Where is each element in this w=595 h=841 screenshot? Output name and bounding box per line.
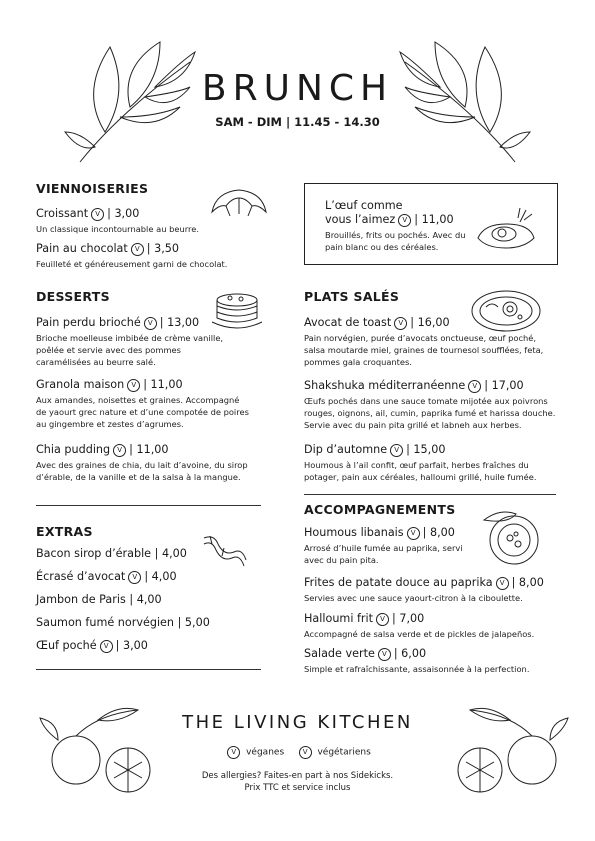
item-name: Granola maison (36, 378, 125, 391)
item-name: Pain perdu brioché (36, 316, 141, 329)
item-price: 4,00 (151, 570, 177, 583)
item-price: 11,00 (136, 443, 169, 456)
menu-item: Pain au chocolat V | 3,50 Feuilleté et généreusement garni de chocolat. (36, 242, 286, 270)
menu-item: Houmous libanais V | 8,00 Arrosé d’huile fumée au paprika, servi avec du pain pita. (304, 526, 463, 565)
item-name: Croissant (36, 207, 89, 220)
menu-item: Pain perdu brioché V | 13,00 Brioche moelleuse imbibée de crème vanille, poêlée et servie avec des pommes caramélisées au beurre salé. (36, 316, 286, 368)
menu-item: Frites de patate douce au paprika V | 8,00 Servies avec une sauce yaourt-citron à la ciboulette. (304, 576, 554, 604)
legend-vegan-label: véganes (246, 747, 285, 758)
vegetarian-icon: V (127, 379, 140, 392)
item-name: Shakshuka méditerranéenne (304, 379, 466, 392)
bacon-icon (200, 530, 250, 570)
menu-item: Avocat de toast V | 16,00 Pain norvégien, purée d’avocats onctueuse, œuf poché, salsa moutarde miel, graines de tournesol soufflées, feta, pommes gala croquantes. (304, 316, 554, 368)
menu-item: Granola maison V | 11,00 Aux amandes, noisettes et graines. Accompagné de yaourt grec nature et d’une compotée de poires au gingembre et zestes d’agrumes. (36, 378, 286, 430)
item-description: Brouillés, frits ou pochés. Avec du pain blanc ou des céréales. (325, 230, 466, 252)
vegetarian-icon: V (376, 613, 389, 626)
item-description: Accompagné de salsa verde et de pickles de jalapeños. (304, 629, 535, 639)
menu-item: Halloumi frit V | 7,00 Accompagné de salsa verde et de pickles de jalapeños. (304, 612, 554, 640)
vegan-icon: V (128, 571, 141, 584)
item-name: Bacon sirop d’érable (36, 547, 152, 560)
item-price: 3,50 (154, 242, 180, 255)
brand-name: THE LIVING KITCHEN (182, 712, 413, 733)
vegetarian-icon: V (398, 214, 411, 227)
vegetarian-icon: V (100, 640, 113, 653)
item-price: 16,00 (417, 316, 450, 329)
vegan-icon: V (227, 746, 240, 759)
extra-item: Saumon fumé norvégien | 5,00 (36, 616, 210, 629)
menu-item: Croissant V | 3,00 Un classique incontournable au beurre. (36, 207, 286, 235)
item-description: Houmous à l’ail confit, œuf parfait, herbes fraîches du potager, pain aux céréales, halloumi grillé, huile fumée. (304, 460, 537, 482)
vegetarian-icon: V (468, 380, 481, 393)
divider (304, 494, 556, 495)
item-name: Halloumi frit (304, 612, 374, 625)
item-name: Jambon de Paris (36, 593, 126, 606)
item-price: 15,00 (413, 443, 446, 456)
page-title: BRUNCH (201, 68, 394, 109)
item-price: 4,00 (161, 547, 187, 560)
extra-item: Écrasé d’avocat V | 4,00 (36, 570, 177, 583)
item-description: Œufs pochés dans une sauce tomate mijotée aux poivrons rouges, oignons, ail, cumin, paprika fumé et harissa douche. Servie avec du pain pita grillé et labneh aux herbes. (304, 396, 556, 430)
diet-legend (0, 746, 595, 759)
extra-item: Œuf poché V | 3,00 (36, 639, 148, 652)
vegetarian-icon: V (390, 444, 403, 457)
item-price: 11,00 (421, 213, 454, 226)
vegan-icon: V (113, 444, 126, 457)
section-title-viennoiseries: VIENNOISERIES (36, 181, 149, 196)
item-price: 5,00 (184, 616, 210, 629)
leaf-branch-right-icon (395, 22, 535, 172)
item-name: L’œuf comme (325, 199, 403, 212)
item-description: Simple et rafraîchissante, assaisonnée à la perfection. (304, 664, 530, 674)
allergy-note: Des allergies? Faites-en part à nos Sidekicks. (201, 771, 394, 781)
item-name: Écrasé d’avocat (36, 570, 126, 583)
extra-item: Jambon de Paris | 4,00 (36, 593, 162, 606)
menu-item: Salade verte V | 6,00 Simple et rafraîchissante, assaisonnée à la perfection. (304, 647, 554, 675)
item-price: 13,00 (167, 316, 200, 329)
section-title-plats: PLATS SALÉS (304, 289, 400, 304)
item-description: Avec des graines de chia, du lait d’avoine, du sirop d’érable, de la vanille et de la salsa à la mangue. (36, 460, 248, 482)
item-name: Frites de patate douce au paprika (304, 576, 493, 589)
item-description: Un classique incontournable au beurre. (36, 224, 199, 234)
vegan-icon: V (407, 527, 420, 540)
item-name-cont: vous l’aimez (325, 213, 396, 226)
item-description: Feuilleté et généreusement garni de chocolat. (36, 259, 228, 269)
menu-item: Shakshuka méditerranéenne V | 17,00 Œufs pochés dans une sauce tomate mijotée aux poivrons rouges, oignons, ail, cumin, paprika fumé et harissa douche. Servie avec du pain pita grillé et labneh aux herbes. (304, 379, 554, 431)
vegetarian-icon: V (131, 243, 144, 256)
item-description: Aux amandes, noisettes et graines. Accompagné de yaourt grec nature et d’une compotée de poires au gingembre et zestes d’agrumes. (36, 395, 249, 429)
item-price: 11,00 (150, 378, 183, 391)
item-name: Saumon fumé norvégien (36, 616, 175, 629)
divider (36, 505, 261, 506)
section-title-desserts: DESSERTS (36, 289, 110, 304)
section-title-extras: EXTRAS (36, 524, 93, 539)
vegan-icon: V (378, 648, 391, 661)
vegetarian-icon: V (299, 746, 312, 759)
item-name: Chia pudding (36, 443, 111, 456)
item-description: Servies avec une sauce yaourt-citron à la ciboulette. (304, 593, 523, 603)
extra-item: Bacon sirop d’érable | 4,00 (36, 547, 187, 560)
item-description: Arrosé d’huile fumée au paprika, servi avec du pain pita. (304, 543, 463, 565)
vegetarian-icon: V (394, 317, 407, 330)
item-name: Avocat de toast (304, 316, 392, 329)
item-name: Œuf poché (36, 639, 97, 652)
item-description: Pain norvégien, purée d’avocats onctueuse, œuf poché, salsa moutarde miel, graines de tournesol soufflées, feta, pommes gala croquantes. (304, 333, 544, 367)
item-price: 3,00 (114, 207, 140, 220)
featured-item: L’œuf comme vous l’aimez V | 11,00 Brouillés, frits ou pochés. Avec du pain blanc ou des céréales. (325, 199, 475, 253)
item-description: Brioche moelleuse imbibée de crème vanille, poêlée et servie avec des pommes caramélisées au beurre salé. (36, 333, 224, 367)
item-price: 17,00 (491, 379, 524, 392)
item-price: 6,00 (401, 647, 427, 660)
divider (36, 669, 261, 670)
vegetarian-icon: V (91, 208, 104, 221)
section-title-accompagnements: ACCOMPAGNEMENTS (304, 502, 456, 517)
item-name: Salade verte (304, 647, 375, 660)
tax-note: Prix TTC et service inclus (244, 783, 351, 793)
vegan-icon: V (496, 577, 509, 590)
item-name: Houmous libanais (304, 526, 404, 539)
egg-dish-icon (474, 204, 538, 250)
item-price: 4,00 (136, 593, 162, 606)
menu-item: Dip d’automne V | 15,00 Houmous à l’ail confit, œuf parfait, herbes fraîches du potager, pain aux céréales, halloumi grillé, huile fumée. (304, 443, 554, 483)
opening-hours: SAM - DIM | 11.45 - 14.30 (215, 115, 380, 129)
item-name: Dip d’automne (304, 443, 388, 456)
item-price: 8,00 (518, 576, 544, 589)
legend-vegetarian-label: végétariens (317, 747, 371, 758)
item-name: Pain au chocolat (36, 242, 128, 255)
menu-item: Chia pudding V | 11,00 Avec des graines de chia, du lait d’avoine, du sirop d’érable, de la vanille et de la salsa à la mangue. (36, 443, 286, 483)
leaf-branch-left-icon (60, 22, 200, 172)
item-price: 8,00 (429, 526, 455, 539)
vegetarian-icon: V (144, 317, 157, 330)
item-price: 7,00 (399, 612, 425, 625)
item-price: 3,00 (122, 639, 148, 652)
